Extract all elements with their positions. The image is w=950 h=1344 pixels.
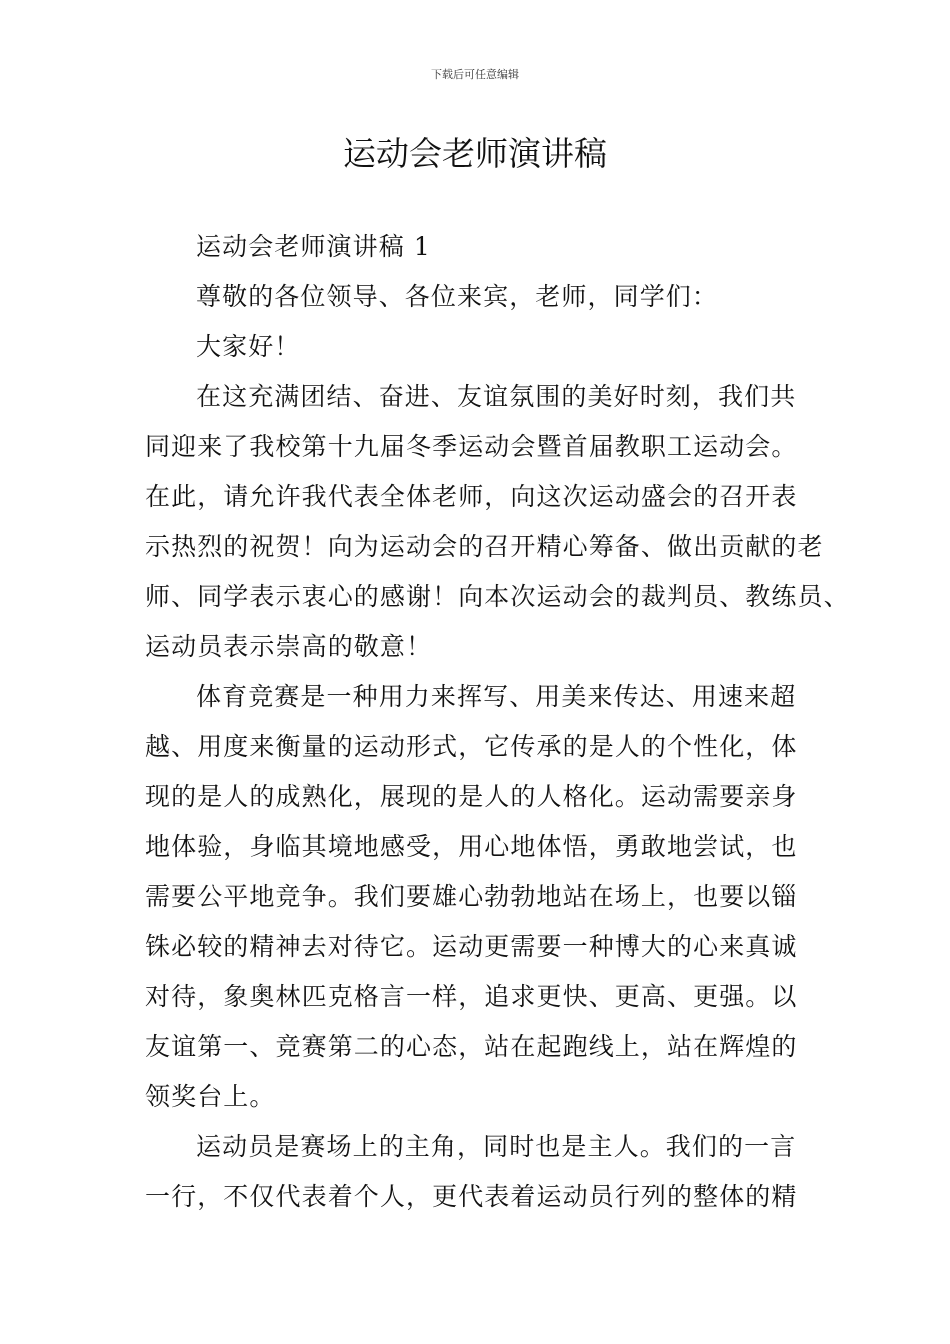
- text-line: 需要公平地竞争。我们要雄心勃勃地站在场上，也要以锱: [145, 882, 798, 911]
- text-line: 示热烈的祝贺！向为运动会的召开精心筹备、做出贡献的老: [145, 532, 824, 561]
- text-line: 对待，象奥林匹克格言一样，追求更快、更高、更强。以: [145, 982, 798, 1011]
- text-line: 同迎来了我校第十九届冬季运动会暨首届教职工运动会。: [145, 432, 798, 461]
- document-body: [145, 222, 850, 1222]
- text-line: 在此，请允许我代表全体老师，向这次运动盛会的召开表: [145, 482, 798, 511]
- header-note: 下载后可任意编辑: [431, 68, 519, 81]
- text-line: 体育竞赛是一种用力来挥写、用美来传达、用速来超: [196, 682, 797, 711]
- text-line: 运动员是赛场上的主角，同时也是主人。我们的一言: [196, 1132, 797, 1161]
- text-line: 现的是人的成熟化，展现的是人的人格化。运动需要亲身: [145, 782, 798, 811]
- text-line: 师、同学表示衷心的感谢！向本次运动会的裁判员、教练员、: [145, 582, 850, 611]
- text-line: 越、用度来衡量的运动形式，它传承的是人的个性化，体: [145, 732, 798, 761]
- text-line: 一行，不仅代表着个人，更代表着运动员行列的整体的精: [145, 1182, 798, 1211]
- text-line: 大家好！: [196, 332, 301, 361]
- text-line: 领奖台上。: [145, 1082, 276, 1111]
- text-line: 运动员表示崇高的敬意！: [145, 632, 433, 661]
- text-line: 友谊第一、竞赛第二的心态，站在起跑线上，站在辉煌的: [145, 1032, 798, 1061]
- text-line: 运动会老师演讲稿 1: [196, 232, 431, 261]
- text-line: 尊敬的各位领导、各位来宾，老师，同学们：: [196, 282, 719, 311]
- text-line: 铢必较的精神去对待它。运动更需要一种博大的心来真诚: [145, 932, 798, 961]
- text-line: 在这充满团结、奋进、友谊氛围的美好时刻，我们共: [196, 382, 797, 411]
- text-line: 地体验，身临其境地感受，用心地体悟，勇敢地尝试，也: [145, 832, 798, 861]
- document-title: 运动会老师演讲稿: [343, 134, 607, 173]
